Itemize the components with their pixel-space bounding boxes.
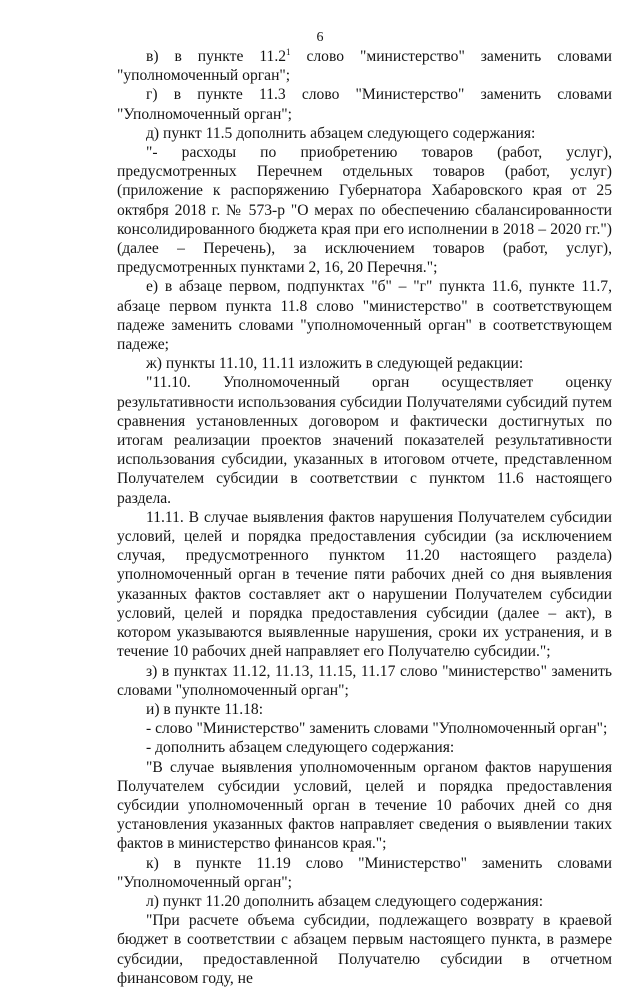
paragraph-v: [117, 47, 612, 85]
paragraph-i: и) в пункте 11.18:: [146, 700, 264, 718]
paragraph-i-item-1: - слово "Министерство" заменить словами "Уполномоченный орган";: [146, 720, 608, 738]
paragraph-11-10: "11.10. Уполномоченный орган осуществляет оценку результативности использования субсидии Получателями субсидий путем сравнения установленных договором и фактически достигнутых по итогам реализации проектов значений показателей результативности использования субсидии, указанных в итоговом отчете, представленном Получателем субсидии в соответствии с пунктом 11.6 настоящего раздела.: [117, 374, 612, 507]
document-body: [117, 47, 612, 988]
paragraph-e: е) в абзаце первом, подпунктах "б" – "г" пункта 11.6, пункте 11.7, абзаце первом пункта 11.8 слово "министерство" в соответствующем падеже заменить словами "уполномоченный орган" в соответствующем падеже;: [117, 278, 612, 354]
paragraph-d: д) пункт 11.5 дополнить абзацем следующего содержания:: [146, 124, 536, 142]
paragraph-g: г) в пункте 11.3 слово "Министерство" заменить словами "Уполномоченный орган";: [117, 86, 612, 123]
paragraph-i-quote: "В случае выявления уполномоченным органом фактов нарушения Получателем субсидии условий, целей и порядка предоставления субсидии уполномоченный орган в течение 10 рабочих дней со дня установления указанных фактов направляет сведения о выявлении таких фактов в министерство финансов края.";: [117, 758, 612, 853]
paragraph-zh: ж) пункты 11.10, 11.11 изложить в следующей редакции:: [146, 355, 524, 373]
paragraph-d-quote: "- расходы по приобретению товаров (работ, услуг), предусмотренных Перечнем отдельных товаров (работ, услуг) (приложение к распоряжению Губернатора Хабаровского края от 25 октября 2018 г. № 573-р "О мерах по обеспечению сбалансированности консолидированного бюджета края при его исполнении в 2018 – 2020 гг.") (далее – Перечень), за исключением товаров (работ, услуг), предусмотренных пунктами 2, 16, 20 Перечня.";: [117, 144, 612, 277]
paragraph-11-11: 11.11. В случае выявления фактов нарушения Получателем субсидии условий, целей и порядка предоставления субсидии (за исключением случая, предусмотренного пунктом 11.20 настоящего раздела) уполномоченный орган в течение пяти рабочих дней со дня выявления указанных фактов составляет акт о нарушении Получателем субсидии условий, целей и порядка предоставления субсидии (далее – акт), в котором указываются выявленные нарушения, сроки их устранения, и в течение 10 рабочих дней направляет его Получателю субсидии.";: [117, 508, 612, 661]
paragraph-i-item-2: - дополнить абзацем следующего содержания:: [146, 739, 455, 757]
page-number: 6: [316, 30, 324, 45]
paragraph-z: з) в пунктах 11.12, 11.13, 11.15, 11.17 слово "министерство" заменить словами "уполномоченный орган";: [117, 662, 612, 699]
paragraph-v-text-end: слово "министерство" заменить словами "уполномоченный орган";: [117, 48, 612, 85]
paragraph-l: л) пункт 11.20 дополнить абзацем следующего содержания:: [146, 892, 544, 910]
paragraph-k: к) в пункте 11.19 слово "Министерство" заменить словами "Уполномоченный орган";: [117, 854, 612, 891]
paragraph-v-text: в) в пункте 11.2: [146, 48, 287, 65]
paragraph-l-quote: "При расчете объема субсидии, подлежащего возврату в краевой бюджет в соответствии с абзацем первым настоящего пункта, в размере субсидии, предоставленной Получателю субсидии в отчетном финансовом году, не: [117, 912, 612, 987]
paragraph-v-superscript: 1: [286, 47, 291, 57]
